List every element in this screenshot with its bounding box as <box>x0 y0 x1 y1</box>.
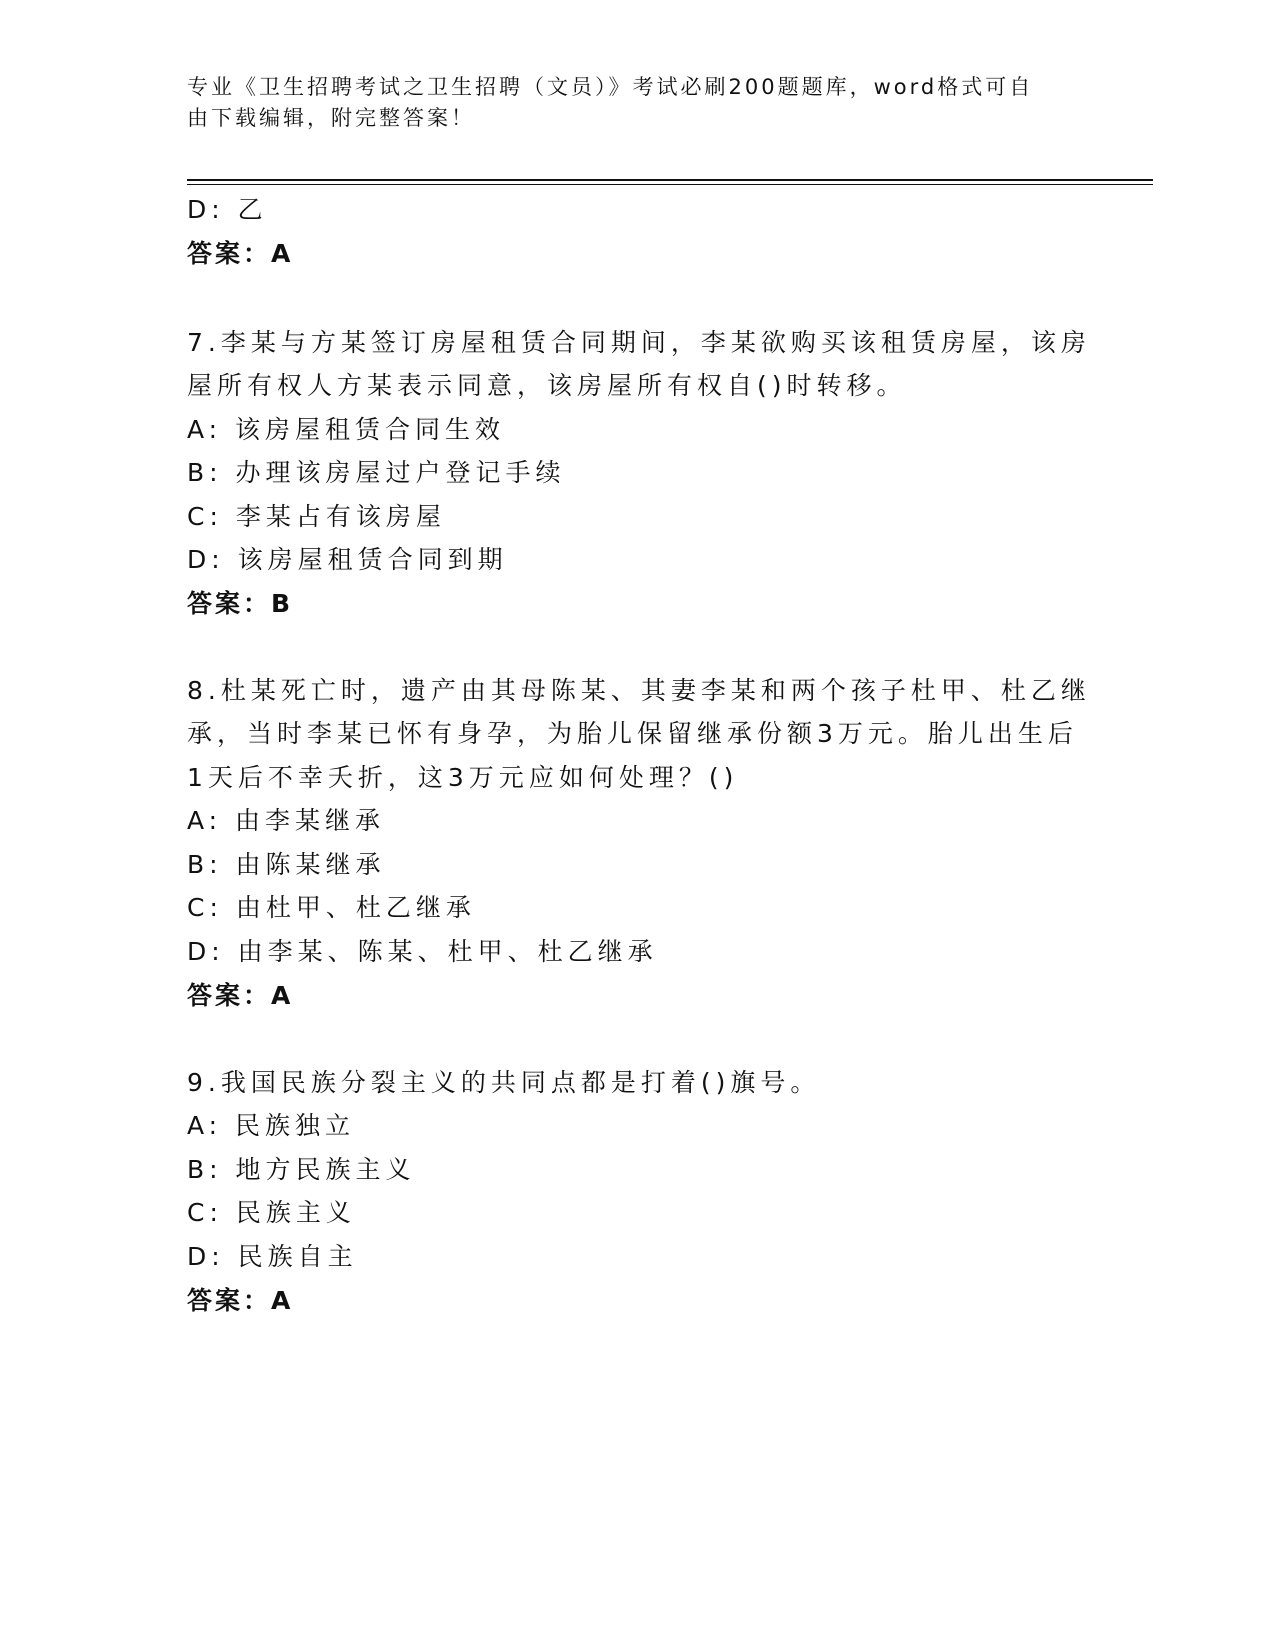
q7-option-d: D: 该房屋租赁合同到期 <box>187 545 508 574</box>
q7-stem-line-2: 屋所有权人方某表示同意，该房屋所有权自()时转移。 <box>187 371 907 400</box>
q9-option-d: D: 民族自主 <box>187 1242 358 1271</box>
q8-stem-line-3: 1天后不幸夭折，这3万元应如何处理？() <box>187 763 739 792</box>
q8-option-b: B: 由陈某继承 <box>187 850 386 879</box>
q8-option-a: A: 由李某继承 <box>187 806 386 835</box>
q8-stem-line-2: 承，当时李某已怀有身孕，为胎儿保留继承份额3万元。胎儿出生后 <box>187 719 1078 748</box>
q6-answer: 答案：A <box>187 239 294 268</box>
q7-option-a: A: 该房屋租赁合同生效 <box>187 415 506 444</box>
q9-option-a: A: 民族独立 <box>187 1111 356 1140</box>
header-line-1: 专业《卫生招聘考试之卫生招聘（文员）》考试必刷200题题库，word格式可自 <box>187 75 1034 99</box>
q7-option-b: B: 办理该房屋过户登记手续 <box>187 458 566 487</box>
q9-answer: 答案：A <box>187 1286 294 1315</box>
q8-answer: 答案：A <box>187 981 294 1010</box>
q6-option-d: D: 乙 <box>187 195 268 224</box>
q8-stem-line-1: 8.杜某死亡时，遗产由其母陈某、其妻李某和两个孩子杜甲、杜乙继 <box>187 676 1091 705</box>
q9-option-c: C: 民族主义 <box>187 1198 356 1227</box>
q8-option-d: D: 由李某、陈某、杜甲、杜乙继承 <box>187 937 658 966</box>
header-divider-thin <box>187 184 1153 185</box>
q9-stem-line-1: 9.我国民族分裂主义的共同点都是打着()旗号。 <box>187 1068 821 1097</box>
header-line-2: 由下载编辑，附完整答案！ <box>187 106 475 130</box>
q7-stem-line-1: 7.李某与方某签订房屋租赁合同期间，李某欲购买该租赁房屋，该房 <box>187 328 1091 357</box>
document-header <box>187 72 1067 134</box>
q8-option-c: C: 由杜甲、杜乙继承 <box>187 893 476 922</box>
q7-answer: 答案：B <box>187 589 294 618</box>
q9-option-b: B: 地方民族主义 <box>187 1155 416 1184</box>
header-divider-thick <box>187 179 1153 181</box>
q7-option-c: C: 李某占有该房屋 <box>187 502 446 531</box>
